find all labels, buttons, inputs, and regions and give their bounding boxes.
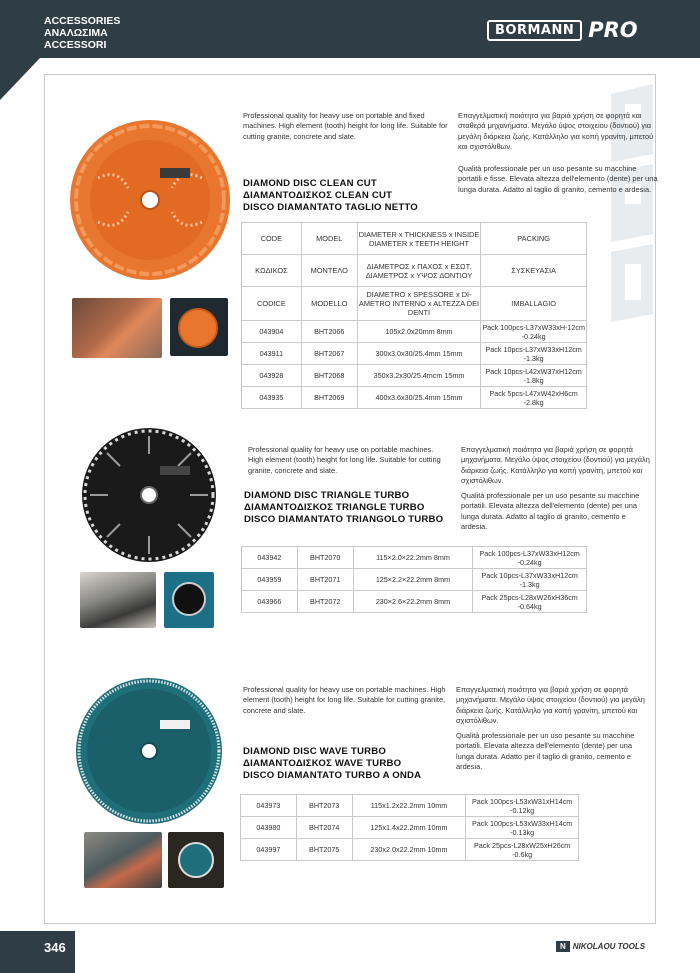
clean-cut-action-photo xyxy=(72,298,162,358)
cell-pack: Pack 5pcs-L47xW42xH6cm -2.8kg xyxy=(481,387,587,409)
cell-dims: 125x1.4x22.2mm 10mm xyxy=(352,817,466,839)
cell-code: 043911 xyxy=(242,343,302,365)
triangle-turbo-title-en: DIAMOND DISC TRIANGLE TURBO xyxy=(244,490,410,501)
col-packing-en: PACKING xyxy=(481,223,587,255)
cell-dims: 300x3.0x30/25.4mm 15mm xyxy=(357,343,481,365)
category-en: ACCESSORIES xyxy=(44,15,121,27)
table-row xyxy=(242,321,587,343)
table-row xyxy=(242,569,587,591)
cell-model: BHT2067 xyxy=(301,343,357,365)
clean-cut-spec-table xyxy=(241,222,587,409)
col-dims-it: DIAMETRO x SPESSORE x DI-AMETRO INTERNO x ALTEZZA DEI DENTI xyxy=(357,287,481,321)
distributor-logo xyxy=(556,941,645,952)
cell-model: BHT2074 xyxy=(296,817,352,839)
cell-pack: Pack 100pcs-L53xW31xH14cm -0.12kg xyxy=(466,795,579,817)
cell-model: BHT2070 xyxy=(297,547,353,569)
col-model-it: MODELLO xyxy=(301,287,357,321)
cell-code: 043966 xyxy=(242,591,298,613)
col-dims-el: ΔΙΑΜΕΤΡΟΣ x ΠΑΧΟΣ x ΕΣΩΤ. ΔΙΑΜΕΤΡΟΣ x ΥΨΟΣ ΔΟΝΤΙΟΥ xyxy=(357,255,481,287)
brand-pro: PRO xyxy=(588,18,638,42)
header-corner xyxy=(0,58,40,100)
clean-cut-package-photo xyxy=(170,298,228,356)
wave-turbo-disc-image xyxy=(74,676,224,826)
cell-code: 043942 xyxy=(242,547,298,569)
clean-cut-disc-image xyxy=(68,118,232,282)
clean-cut-title-el: ΔΙΑΜΑΝΤΟΔΙΣΚΟΣ CLEAN CUT xyxy=(243,190,393,201)
cell-model: BHT2075 xyxy=(296,839,352,861)
category-it: ACCESSORI xyxy=(44,39,107,51)
cell-pack: Pack 10pcs-L37xW33xH12cm -1.3kg xyxy=(473,569,587,591)
distributor-mark: N xyxy=(556,941,570,952)
triangle-turbo-disc-image xyxy=(80,426,218,564)
wave-turbo-package-photo xyxy=(168,832,224,888)
cell-code: 043935 xyxy=(242,387,302,409)
cell-pack: Pack 10pcs-L37xW33xH12cm -1.3kg xyxy=(481,343,587,365)
cell-model: BHT2068 xyxy=(301,365,357,387)
table-row xyxy=(241,817,579,839)
cell-code: 043904 xyxy=(242,321,302,343)
col-model-en: MODEL xyxy=(301,223,357,255)
cell-code: 043997 xyxy=(241,839,297,861)
wave-turbo-title-el: ΔΙΑΜΑΝΤΟΔΙΣΚΟΣ WAVE TURBO xyxy=(243,758,402,769)
col-packing-it: IMBALLAGIO xyxy=(481,287,587,321)
wave-turbo-title-en: DIAMOND DISC WAVE TURBO xyxy=(243,746,386,757)
col-packing-el: ΣΥΣΚΕΥΑΣΙΑ xyxy=(481,255,587,287)
triangle-turbo-desc-en: Professional quality for heavy use on portable machines. High element (tooth) height for long life. Suitable for cutting granite, concrete and slate. xyxy=(248,445,441,475)
cell-dims: 125×2.2×22.2mm 8mm xyxy=(353,569,473,591)
cell-model: BHT2066 xyxy=(301,321,357,343)
table-row xyxy=(242,591,587,613)
cell-code: 043959 xyxy=(242,569,298,591)
clean-cut-title-en: DIAMOND DISC CLEAN CUT xyxy=(243,178,377,189)
triangle-turbo-desc-it: Qualità professionale per un uso pesante su macchine portatili. Elevata altezza dell'elemento (dente) per una lunga durata. Adatto al taglio di granito, cemento e ardesia. xyxy=(461,491,640,532)
cell-code: 043928 xyxy=(242,365,302,387)
wave-turbo-title xyxy=(243,746,453,782)
triangle-turbo-title xyxy=(244,490,454,526)
cell-model: BHT2069 xyxy=(301,387,357,409)
wave-turbo-desc-it: Qualità professionale per un uso pesante su macchine portatili. Elevata altezza dell'elemento (dente) per una lunga durata. Adatto per il taglio di granito, cemento e ardesia. xyxy=(456,731,635,772)
cell-pack: Pack 25pcs-L28xW26xH36cm -0.64kg xyxy=(473,591,587,613)
wave-turbo-spec-table xyxy=(240,794,579,861)
cell-dims: 105x2.0x20mm 8mm xyxy=(357,321,481,343)
triangle-turbo-spec-table xyxy=(241,546,587,613)
cell-dims: 400x3.6x30/25.4mm 15mm xyxy=(357,387,481,409)
clean-cut-desc-en: Professional quality for heavy use on portable and fixed machines. High element (tooth) height for long life. Suitable for cutting granite, concrete and slate. xyxy=(243,111,448,141)
cell-pack: Pack 100pcs-L53xW33xH14cm -0.13kg xyxy=(466,817,579,839)
category-el: ΑΝΑΛΩΣΙΜΑ xyxy=(44,27,108,39)
col-model-el: ΜΟΝΤΕΛΟ xyxy=(301,255,357,287)
table-row xyxy=(241,795,579,817)
triangle-turbo-title-it: DISCO DIAMANTATO TRIANGOLO TURBO xyxy=(244,514,444,525)
triangle-turbo-package-photo xyxy=(164,572,214,628)
cell-pack: Pack 100pcs-L37xW33xH-12cm -0.24kg xyxy=(482,322,585,341)
cell-model: BHT2071 xyxy=(297,569,353,591)
cell-pack: Pack 10pcs-L42xW37xH12cm -1.8kg xyxy=(481,365,587,387)
cell-code: 043980 xyxy=(241,817,297,839)
triangle-turbo-title-el: ΔΙΑΜΑΝΤΟΔΙΣΚΟΣ TRIANGLE TURBO xyxy=(244,502,425,513)
clean-cut-desc-el: Επαγγελματική ποιότητα για βαριά χρήση σε φορητά και σταθερά μηχανήματα. Μεγάλο ύψος στοιχείου (δοντιού) για μεγάλη διάρκεια ζωής. Κατάλληλο για κοπή γρανίτη, μπετού και σχιστόλιθων. xyxy=(458,111,654,152)
clean-cut-desc-it: Qualità professionale per un uso pesante su macchine portatili e fisse. Elevata altezza dell'elemento (dente) per una lunga durata. Adatto al taglio di granito, cemento e ardesia. xyxy=(458,164,658,194)
cell-dims: 115×2.0×22.2mm 8mm xyxy=(353,547,473,569)
wave-turbo-action-photo xyxy=(84,832,162,888)
wave-turbo-desc-el: Επαγγελματική ποιότητα για βαριά χρήση σε φορητά μηχανήματα. Μεγάλο ύψος στοιχείου (δοντιού) για μεγάλη διάρκεια ζωής. Κατάλληλο για κοπή γρανίτη, μπετού και σχιστόλιθων. xyxy=(456,685,645,726)
cell-model: BHT2072 xyxy=(297,591,353,613)
col-dims-en: DIAMETER x THICKNESS x INSIDE DIAMETER x TEETH HEIGHT xyxy=(357,223,481,255)
table-row xyxy=(241,839,579,861)
table-row xyxy=(242,547,587,569)
distributor-name: NIKOLAOU TOOLS xyxy=(572,942,646,951)
cell-code: 043973 xyxy=(241,795,297,817)
clean-cut-title-it: DISCO DIAMANTATO TAGLIO NETTO xyxy=(243,202,418,213)
wave-turbo-title-it: DISCO DIAMANTATO TURBO A ONDA xyxy=(243,770,422,781)
brand-name: BORMANN xyxy=(487,20,582,41)
table-row xyxy=(242,387,587,409)
triangle-turbo-action-photo xyxy=(80,572,156,628)
category-labels xyxy=(44,15,120,51)
col-code-it: CODICE xyxy=(242,287,302,321)
cell-pack: Pack 100pcs-L37xW33xH12cm -0.24kg xyxy=(473,547,587,569)
col-code-el: ΚΩΔΙΚΟΣ xyxy=(242,255,302,287)
wave-turbo-desc-en: Professional quality for heavy use on portable machines. High element (tooth) height for long life. Suitable for cutting granite, concrete and slate. xyxy=(243,685,446,715)
clean-cut-title xyxy=(243,178,463,214)
cell-dims: 350x3.2x30/25.4mcm 15mm xyxy=(357,365,481,387)
cell-dims: 115x1.2x22.2mm 10mm xyxy=(352,795,466,817)
cell-dims: 230×2.6×22.2mm 8mm xyxy=(353,591,473,613)
triangle-turbo-desc-el: Επαγγελματική ποιότητα για βαριά χρήση σε φορητά μηχανήματα. Μεγάλο ύψος στοιχείου (δοντιού) για μεγάλη διάρκεια ζωής. Κατάλληλο για κοπή γρανίτη, μπετού και σχιστόλιθων. xyxy=(461,445,650,486)
brand-logo xyxy=(487,19,638,41)
cell-dims: 230x2.0x22.2mm 10mm xyxy=(352,839,466,861)
col-code-en: CODE xyxy=(242,223,302,255)
cell-model: BHT2073 xyxy=(296,795,352,817)
page-number: 346 xyxy=(0,931,75,973)
cell-pack: Pack 25pcs-L28xW25xH26cm -0.6kg xyxy=(466,839,579,861)
table-row xyxy=(242,343,587,365)
table-row xyxy=(242,365,587,387)
